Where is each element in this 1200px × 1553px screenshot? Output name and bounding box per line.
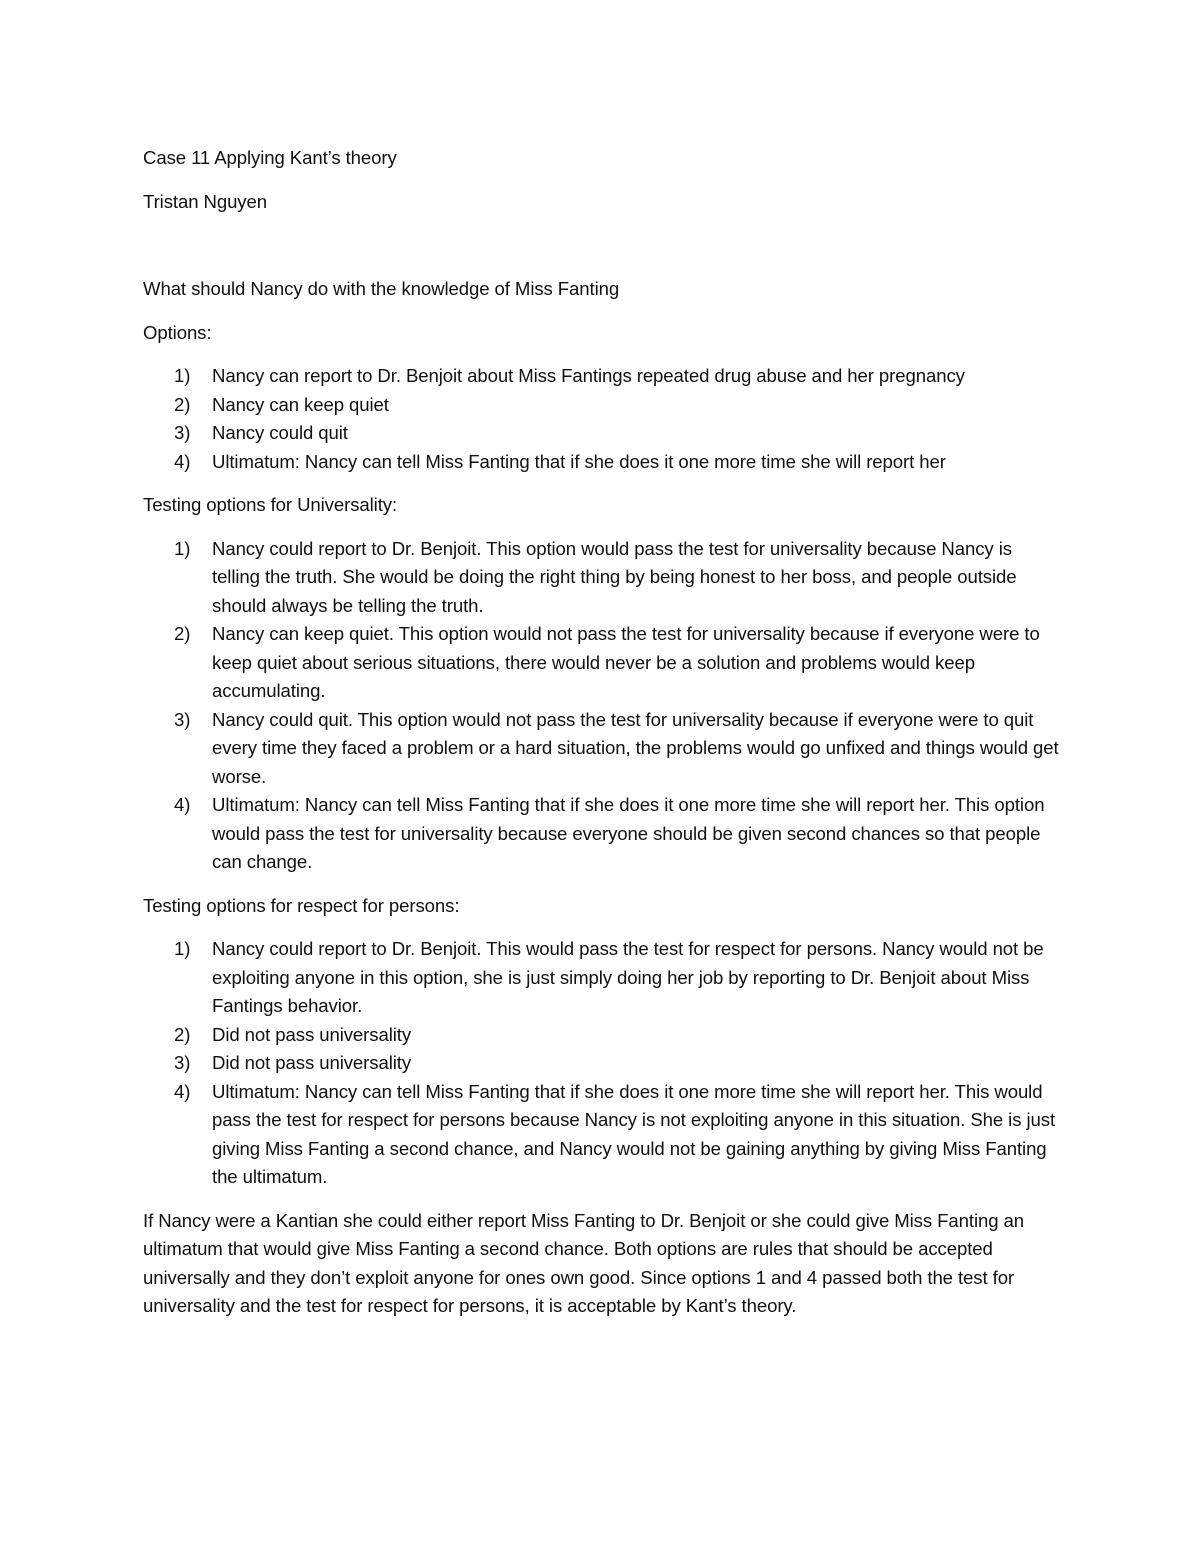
list-item-text: Nancy could report to Dr. Benjoit. This would pass the test for respect for persons. Nancy would not be exploiting anyone in this option, she is just simply doing her job by reporting to Dr. Benjoit about Miss Fantings behavior. (212, 938, 1044, 1016)
list-number: 1) (174, 365, 191, 386)
list-item (143, 362, 1063, 391)
author-name: Tristan Nguyen (143, 190, 267, 212)
list-number: 2) (174, 623, 191, 644)
list-item (143, 935, 1063, 1021)
list-number: 2) (174, 393, 191, 415)
list-item (143, 1021, 1063, 1050)
list-item (143, 1078, 1063, 1192)
list-item (143, 391, 1063, 420)
blank-line (143, 231, 1063, 275)
list-item (143, 1049, 1063, 1078)
list-number: 3) (174, 422, 191, 443)
list-item-text: Did not pass universality (212, 1052, 412, 1073)
list-item-text: Ultimatum: Nancy can tell Miss Fanting that if she does it one more time she will report her. This option would pass the test for universality because everyone should be given second chances so that people can change. (212, 794, 1045, 872)
list-item-text: Ultimatum: Nancy can tell Miss Fanting that if she does it one more time she will report her. This would pass the test for respect for persons because Nancy is not exploiting anyone in this situation. She is just giving Miss Fanting a second chance, and Nancy would not be gaining anything by giving Miss Fanting the ultimatum. (212, 1080, 1056, 1187)
list-item-text: Nancy can keep quiet (212, 393, 389, 415)
list-number: 4) (174, 450, 191, 472)
list-number: 4) (174, 794, 191, 815)
options-list (143, 362, 1063, 476)
options-heading: Options: (143, 321, 212, 343)
list-number: 2) (174, 1023, 191, 1045)
document-title: Case 11 Applying Kant’s theory (143, 147, 397, 168)
respect-list (143, 935, 1063, 1192)
list-number: 4) (174, 1080, 191, 1102)
list-item (143, 706, 1063, 792)
list-item-text: Nancy could quit (212, 422, 348, 443)
list-number: 3) (174, 1052, 191, 1073)
list-item (143, 791, 1063, 877)
list-number: 1) (174, 938, 191, 959)
list-item (143, 419, 1063, 448)
universality-list (143, 535, 1063, 877)
conclusion-paragraph: If Nancy were a Kantian she could either report Miss Fanting to Dr. Benjoit or she could give Miss Fanting an ultimatum that would give Miss Fanting a second chance. Both options are rules that should be accepted universally and they don’t exploit anyone for ones own good. Since options 1 and 4 passed both the test for universality and the test for respect for persons, it is acceptable by Kant’s theory. (143, 1209, 1025, 1316)
question-line: What should Nancy do with the knowledge of Miss Fanting (143, 278, 620, 299)
list-item (143, 620, 1063, 706)
list-item-text: Nancy could quit. This option would not pass the test for universality because if everyone were to quit every time they faced a problem or a hard situation, the problems would go unfixed and things would get worse. (212, 708, 1059, 787)
document-body (143, 144, 1063, 1336)
respect-heading: Testing options for respect for persons: (143, 894, 460, 916)
list-item-text: Nancy can keep quiet. This option would not pass the test for universality because if everyone were to keep quiet about serious situations, there would never be a solution and problems would keep accumulating. (212, 623, 1040, 701)
list-item-text: Ultimatum: Nancy can tell Miss Fanting that if she does it one more time she will report her (212, 450, 946, 472)
list-item-text: Did not pass universality (212, 1023, 412, 1045)
list-number: 3) (174, 708, 191, 730)
list-item-text: Nancy can report to Dr. Benjoit about Miss Fantings repeated drug abuse and her pregnancy (212, 365, 965, 386)
list-item (143, 535, 1063, 621)
universality-heading: Testing options for Universality: (143, 494, 398, 515)
list-number: 1) (174, 537, 191, 559)
list-item-text: Nancy could report to Dr. Benjoit. This option would pass the test for universality because Nancy is telling the truth. She would be doing the right thing by being honest to her boss, and people outside should always be telling the truth. (212, 537, 1017, 616)
list-item (143, 448, 1063, 477)
